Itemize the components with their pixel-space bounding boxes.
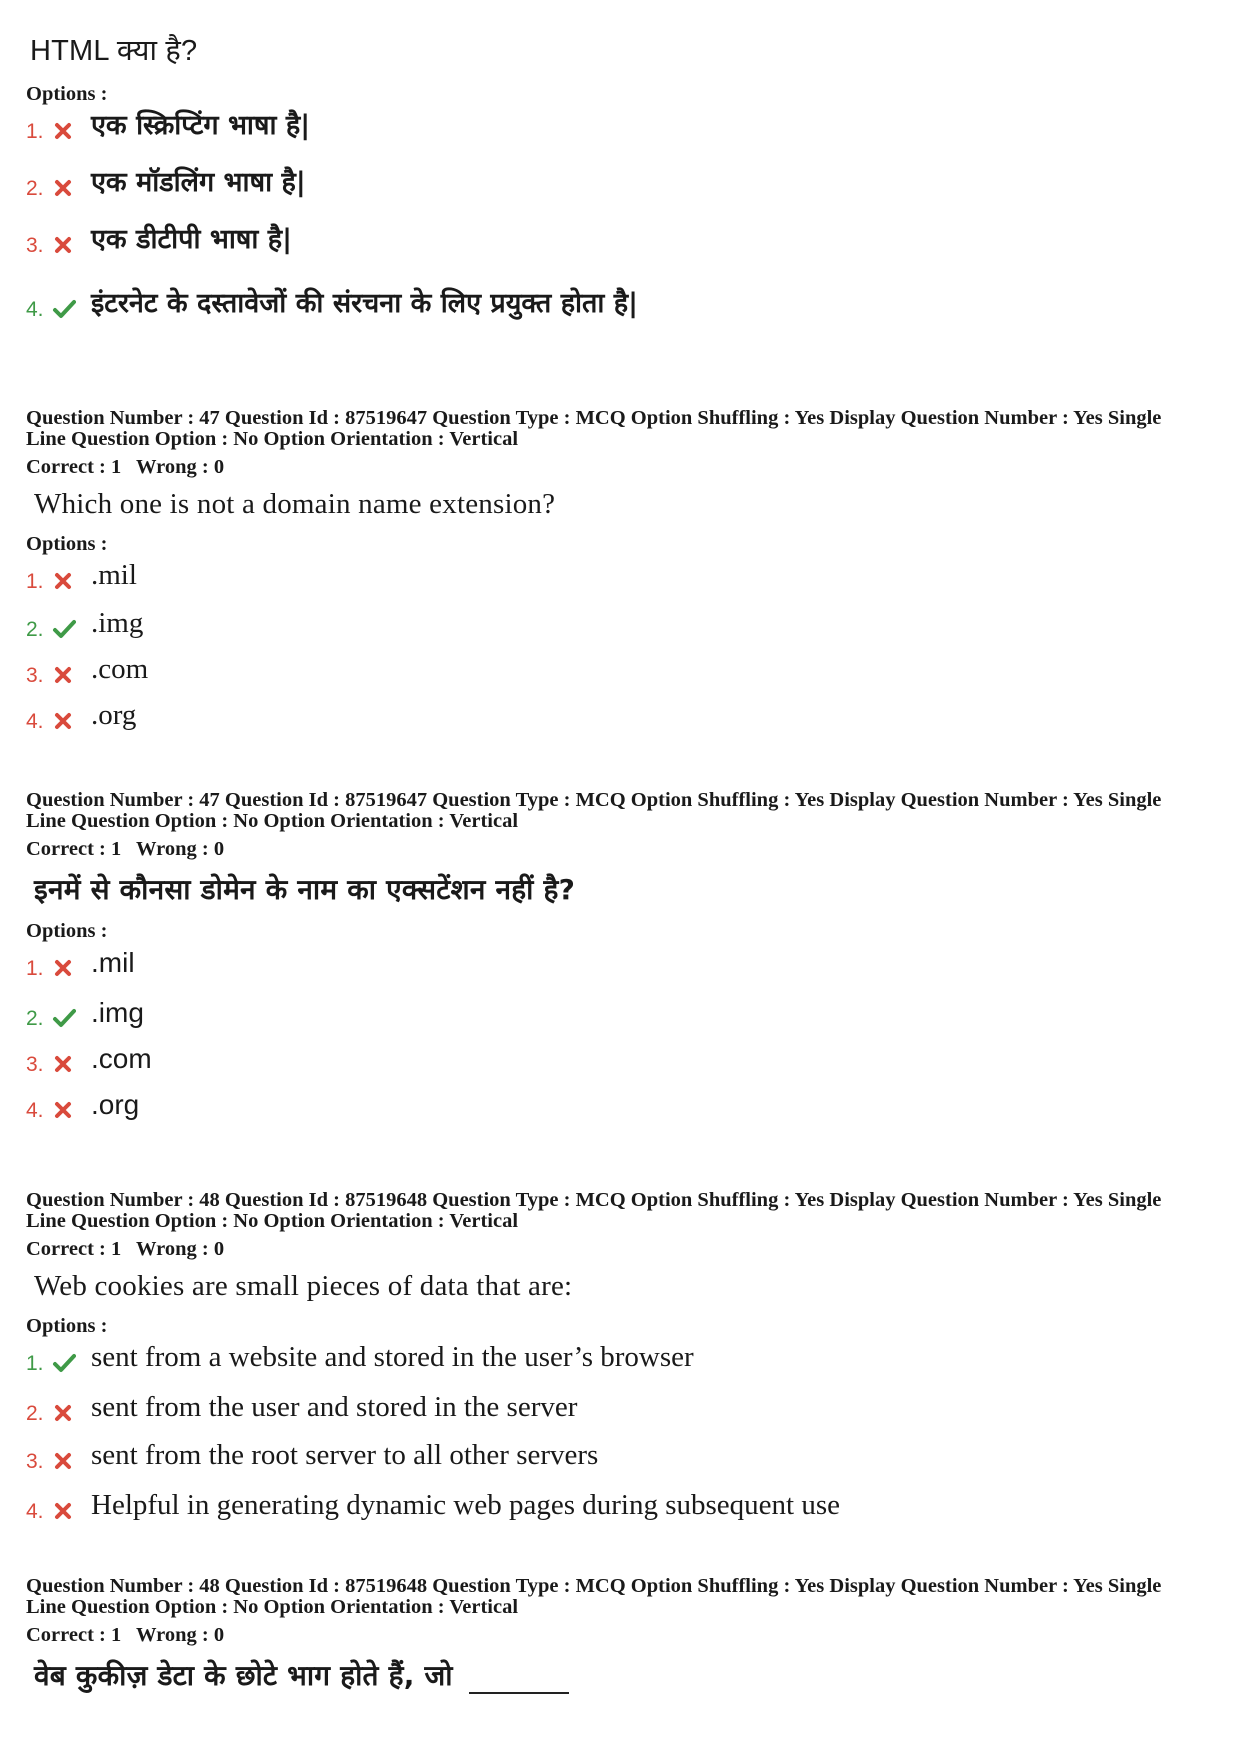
wrong-marks: Wrong : 0: [136, 838, 225, 860]
option-row: [26, 556, 1126, 596]
question-meta-line-1: Question Number : 47 Question Id : 87519647 Question Type : MCQ Option Shuffling : Yes Display Question Number : Yes Single: [26, 789, 1162, 811]
question-47-english: [26, 408, 1226, 746]
option-number: 4.: [26, 710, 44, 733]
question-47-hindi: [26, 790, 1226, 1143]
cross-icon: [52, 234, 74, 256]
question-meta-line-1: Question Number : 48 Question Id : 87519648 Question Type : MCQ Option Shuffling : Yes Display Question Number : Yes Single: [26, 1575, 1162, 1597]
question-text: HTML क्या है?: [30, 35, 198, 67]
question-meta-line-2: Line Question Option : No Option Orientation : Vertical: [26, 1210, 519, 1232]
correct-marks: Correct : 1: [26, 456, 122, 478]
question-text-content: वेब कुकीज़ डेटा के छोटे भाग होते हैं, जो: [34, 1659, 453, 1692]
wrong-marks: Wrong : 0: [136, 456, 225, 478]
option-text: .com: [91, 653, 149, 685]
wrong-marks: Wrong : 0: [136, 1624, 225, 1646]
question-meta-line-1: Question Number : 48 Question Id : 87519648 Question Type : MCQ Option Shuffling : Yes Display Question Number : Yes Single: [26, 1189, 1162, 1211]
option-number: 3.: [26, 1053, 44, 1076]
option-text: .mil: [91, 947, 135, 978]
question-meta-line-2: Line Question Option : No Option Orientation : Vertical: [26, 810, 519, 832]
option-text: .img: [91, 997, 144, 1028]
fill-in-blank: [469, 1668, 569, 1694]
option-text: .com: [91, 1043, 152, 1074]
cross-icon: [52, 664, 74, 686]
options-label: Options :: [26, 920, 108, 942]
option-number: 2.: [26, 1007, 44, 1030]
correct-marks: Correct : 1: [26, 1624, 122, 1646]
question-46-hindi: [26, 30, 1226, 326]
option-text: .org: [91, 699, 137, 731]
cross-icon: [52, 1053, 74, 1075]
option-row: [26, 1085, 1126, 1125]
correct-marks: Correct : 1: [26, 1238, 122, 1260]
question-meta-line-2: Line Question Option : No Option Orientation : Vertical: [26, 1596, 519, 1618]
option-number: 1.: [26, 1352, 44, 1375]
question-text: इनमें से कौनसा डोमेन के नाम का एक्सटेंशन नहीं है?: [34, 873, 576, 906]
question-meta: [26, 790, 1226, 832]
option-row: [26, 1486, 1126, 1526]
options-label: Options :: [26, 83, 108, 105]
question-text: [34, 1656, 1226, 1694]
option-row: [26, 650, 1126, 690]
correct-wrong-marks: [26, 839, 1226, 860]
question-48-hindi: [26, 1576, 1226, 1694]
check-icon: [52, 1007, 74, 1029]
cross-icon: [52, 710, 74, 732]
question-48-english: [26, 1190, 1226, 1538]
question-meta: [26, 1576, 1226, 1618]
option-number: 4.: [26, 298, 44, 321]
option-number: 4.: [26, 1099, 44, 1122]
option-number: 4.: [26, 1500, 44, 1523]
option-number: 3.: [26, 234, 44, 257]
option-row: [26, 163, 1126, 203]
correct-wrong-marks: [26, 457, 1226, 478]
correct-wrong-marks: [26, 1625, 1226, 1646]
option-row: [26, 604, 1126, 644]
option-text: .mil: [91, 559, 137, 591]
option-text: एक डीटीपी भाषा है|: [91, 224, 293, 255]
options-label: Options :: [26, 533, 108, 555]
correct-wrong-marks: [26, 1239, 1226, 1260]
options-label: Options :: [26, 1315, 108, 1337]
question-text: Which one is not a domain name extension?: [34, 488, 556, 520]
cross-icon: [52, 177, 74, 199]
check-icon: [52, 618, 74, 640]
option-text: एक स्क्रिप्टिंग भाषा है|: [91, 110, 311, 141]
cross-icon: [52, 1099, 74, 1121]
option-row: [26, 106, 1126, 146]
option-text: .img: [91, 607, 144, 639]
cross-icon: [52, 957, 74, 979]
question-text: Web cookies are small pieces of data that are:: [34, 1270, 573, 1302]
option-number: 1.: [26, 957, 44, 980]
question-meta-line-2: Line Question Option : No Option Orientation : Vertical: [26, 428, 519, 450]
cross-icon: [52, 1402, 74, 1424]
option-text: sent from a website and stored in the user’s browser: [91, 1341, 694, 1373]
option-row: [26, 1338, 1126, 1378]
cross-icon: [52, 570, 74, 592]
option-text: Helpful in generating dynamic web pages during subsequent use: [91, 1489, 840, 1521]
option-text: sent from the user and stored in the server: [91, 1391, 578, 1423]
option-row: [26, 220, 1126, 260]
check-icon: [52, 1352, 74, 1374]
option-number: 3.: [26, 1450, 44, 1473]
question-meta-line-1: Question Number : 47 Question Id : 87519647 Question Type : MCQ Option Shuffling : Yes Display Question Number : Yes Single: [26, 407, 1162, 429]
option-row: [26, 1388, 1126, 1428]
cross-icon: [52, 1500, 74, 1522]
wrong-marks: Wrong : 0: [136, 1238, 225, 1260]
option-number: 1.: [26, 570, 44, 593]
option-number: 3.: [26, 664, 44, 687]
option-row: [26, 284, 1126, 324]
option-number: 1.: [26, 120, 44, 143]
option-number: 2.: [26, 1402, 44, 1425]
question-meta: [26, 1190, 1226, 1232]
option-text: sent from the root server to all other servers: [91, 1439, 599, 1471]
option-text: एक मॉडलिंग भाषा है|: [91, 167, 306, 198]
correct-marks: Correct : 1: [26, 838, 122, 860]
option-row: [26, 943, 1126, 983]
option-row: [26, 1039, 1126, 1079]
cross-icon: [52, 1450, 74, 1472]
option-row: [26, 1436, 1126, 1476]
question-meta: [26, 408, 1226, 450]
option-text: .org: [91, 1089, 140, 1120]
option-row: [26, 993, 1126, 1033]
option-number: 2.: [26, 618, 44, 641]
check-icon: [52, 298, 74, 320]
cross-icon: [52, 120, 74, 142]
option-text: इंटरनेट के दस्तावेजों की संरचना के लिए प्रयुक्त होता है|: [91, 288, 639, 319]
option-row: [26, 696, 1126, 736]
option-number: 2.: [26, 177, 44, 200]
